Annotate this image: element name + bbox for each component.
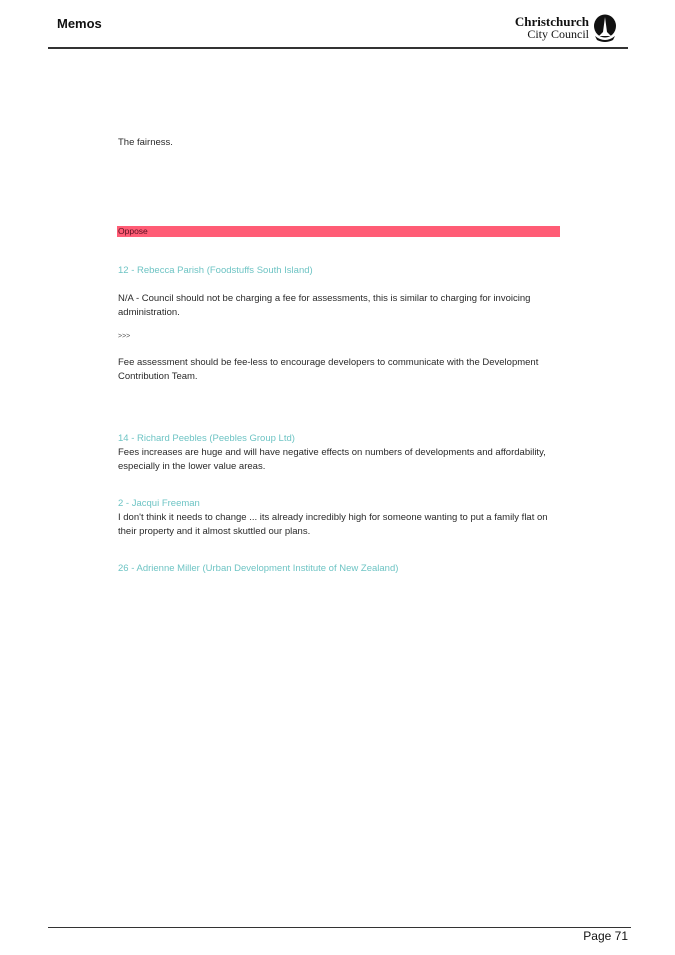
oppose-label: Oppose: [118, 226, 148, 236]
logo-line2: City Council: [527, 27, 589, 41]
submission-text: Fee assessment should be fee-less to encourage developers to communicate with the Development Contribution Team.: [118, 357, 539, 382]
logo-line1: Christchurch: [514, 14, 589, 29]
submission-heading: 14 - Richard Peebles (Peebles Group Ltd): [118, 433, 295, 444]
submission-text: >>>: [118, 333, 131, 340]
header-divider: [48, 47, 628, 49]
submission-heading: 12 - Rebecca Parish (Foodstuffs South Island): [118, 265, 313, 276]
header-title: Memos: [57, 16, 102, 31]
submission-text: Fees increases are huge and will have negative effects on numbers of developments and affordability, especially in the lower value areas.: [118, 447, 546, 472]
page-number: Page 71: [583, 929, 628, 943]
submission-text: N/A - Council should not be charging a fee for assessments, this is similar to charging for invoicing administration.: [118, 293, 531, 318]
submission-text: I don't think it needs to change ... its already incredibly high for someone wanting to put a family flat on their property and it almost skuttled our plans.: [118, 512, 548, 537]
oppose-section-bar: [117, 226, 560, 237]
footer-divider: [48, 927, 631, 928]
submission-heading: 26 - Adrienne Miller (Urban Development Institute of New Zealand): [118, 563, 399, 574]
cathedral-icon: [593, 14, 617, 42]
council-logo: [515, 14, 617, 42]
intro-text: The fairness.: [118, 137, 173, 148]
submission-heading: 2 - Jacqui Freeman: [118, 498, 200, 509]
